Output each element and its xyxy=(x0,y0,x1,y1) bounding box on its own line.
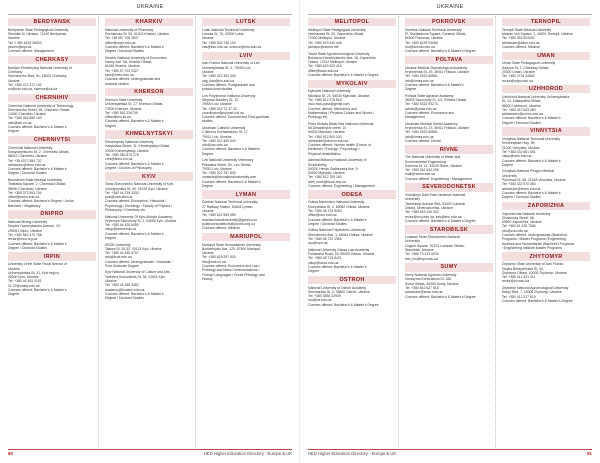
university-entry: Odesa Mechnikov National University Dvoryanska St, 2, 65082 Odesa, Ukraine Tel: +380 48 723 5254 office@onu.edu.ua Courses offered: Bachelor's & Master's Degree / Doctoral Studies xyxy=(308,200,370,226)
city-heading: SEVERODONETSK xyxy=(405,183,493,191)
university-entry: Chernivtsi National University Kotsyubynskoho St. 2, Chernivtsi Oblast, 58012 Chernivtsi, Ukraine Tel: +38 0372 584 737 admission@chnu.edu.ua Courses offered: Bachelor's & Master's Degree / Doctoral Studies xyxy=(8,145,70,176)
university-entry: Vinnytsia National Technical University Khmelnytske Hwy, 95, 21000 Vinnytsia, Ukraine Tel: +380 432 651 651 vstup@vntu.edu.ua Courses offered: Bachelor's & Master's Degree xyxy=(502,137,561,167)
city-heading: BERDYANSK xyxy=(8,18,96,26)
university-entry: Volodymyr Dahl East Ukrainian National University Tsentralnyi Avenue 59A, 93400 Lukansk Oblast, Severodonetsk, Ukraine Tel: +380 645 240 342 rector@snu.edu.ua, info@snu.edu.ua Courses offered: Bachelor's & Master's Degree xyxy=(405,193,476,223)
university-entry: Donetsk National Technical University Pl. Shybankova Square, Donetsk Oblast, 85300 Pokrovsk, Ukraine Tel: +380 6239 03080 rus@donntu.edu.ua Courses offered: Bachelor's & Master's Degree xyxy=(405,27,476,54)
university-entry: Ukrainian Medical Dental Academy Hryhorenka St, 23, 36011 Poltava, Ukraine Tel: +380 5322 60881 info@umsa.edu.ua Courses offered: Dental xyxy=(405,121,470,143)
university-entry: Uman State Pedagogical University Sadova St, 2, Cherkasy Oblast, 20300 Uman, Ukraine Tel: +380 4744 34582 rector@udpu.edu.ua xyxy=(502,61,556,83)
university-entry: National University Odesa Law Academy Fontanska Road, 23, 65009 Odesa, Ukraine Tel: +380 48 719 8421 vstup@onua.edu.ua Courses offered: Bachelor's & Master's Degree xyxy=(308,247,375,274)
city-heading: TERNOPIL xyxy=(502,18,590,26)
footer-divider xyxy=(8,449,292,450)
university-entry: Chernihiv National University of Technology Shevchenka Street, 95, Chernihiv Oblast, 14000 Chernihiv, Ukraine Tel: +380 462 665 163 cstu@stu.cn.ua Courses offered: Bachelor's & Master's Degree xyxy=(8,103,74,134)
page-header-title: UKRAINE xyxy=(136,4,164,10)
city-heading: CHERKASY xyxy=(8,56,96,64)
page-header xyxy=(0,2,300,14)
university-entry: National University of Ostroh Academy Seminarska St, 2, 35800 Ostroh, Ukraine Tel: +380 3654 22949 rou@oa.edu.ua Courses offered: Bachelor's & Master's Degree xyxy=(308,285,379,307)
header-divider xyxy=(8,14,292,15)
university-entry: Tavria State Agrotechnological University Bohdana Khmelnytskoho Ave, 18, Zaporizhia Oblast, 72312 Melitopol, Ukraine Tel: +380 619 420 416 office@tsatu.edu.ua Courses offered: Bachelor's & Master's Degree xyxy=(308,51,379,78)
university-entry: Donbas National Technical University 27 Railway Station, 84404 Lyman, Ukraine Tel: +380 622 555 555 donnaschnicaluniversity@gmail.com publicconsultations@donntu.org.ua Courses offered: Medical xyxy=(202,200,258,231)
city-heading: VINNYTSIA xyxy=(502,127,590,135)
city-heading: KHMELNYTSKYI xyxy=(105,130,193,138)
city-heading: IRPIN xyxy=(8,252,96,260)
page-footer xyxy=(8,451,292,461)
directory-column xyxy=(308,16,399,448)
page-header-title: UKRAINE xyxy=(436,4,464,10)
university-entry: University of the State Fiscal Service of Ukraine Universytetska St. 31, Kyiv region, 08200 Irpin, Ukraine Tel: +380 44 492 0101 11-22@nusta.edu.ua Courses offered: Bachelor's & Master's Degree xyxy=(8,262,67,297)
university-entry: Ivan Franko National University of Lviv Universytetska St, 1, 79000 Lviv, Ukraine Tel: +380 322 394 305 zag_kan@lnu.edu.ua Courses offered: Postgraduate and postdoctoral studies xyxy=(202,61,260,92)
university-entry: Zaporizhzhia National University Zhukovsky Street, 66, 69600 Zaporizhia, Ukraine Tel: +380 61 228 7566 info@znu.edu.ua Courses offered: Undergraduate (Bachelor) Programs / Master Programs (Engineering, Auditors and Humanitarian (Bachelor) Programs / Engineering Institute Master Programs xyxy=(502,211,575,250)
university-entry: Odesa National Polytechnic University Shevchenko Ave, 1, 65044 Odesa, Ukraine Tel: +380 48 722 1965 opu@opu.ua xyxy=(308,228,373,246)
university-entry: Lviv National University Veterinary Pekarska Street, 50, Lviv Oblast, 79010 Lviv, Ukraine Tel: +380 322 757 830 contacts@lvivnationaluniversity.com Courses offered: Bachelor's & Master's Degree xyxy=(202,158,261,188)
university-entry: Berdyansk State Pedagogical University Shmidta St. Ukraine, 71100 Berdyansk, Ukraine Tel: + 380 6153 36520 pkvmu@kipl.ua Courses offered: Management xyxy=(8,27,69,54)
city-heading: POLTAVA xyxy=(405,56,493,64)
city-heading: ZHYTOMYR xyxy=(502,252,590,260)
city-heading: RIVNE xyxy=(405,145,493,153)
city-heading: UMAN xyxy=(502,52,590,60)
university-entry: Vinnytsia National Pirogov Medical University Pyrohova St, 56, 21018 Vinnytsia, Ukraine Tel: +380 432 570 360 admission@vnmu.edu.ua Courses offered: Bachelor's & Master's Degree / Doctoral Studies xyxy=(502,169,566,200)
directory-column xyxy=(8,16,99,448)
university-entry: Mariupol State Humanitarian University Budivelnykiv Ave, 129, 87500 Mariupol, Ukraine Tel: +380 629 537 500 info@mdu.in.ua Courses offered: Economics and Law / Philology and Mass Communications / Foreign Languages / Greek Philology and History xyxy=(202,242,265,281)
university-entry: Mykolaiv National University Nikolska St, 24, 54030 Mykolaiv, Ukraine Tel: +380 512 376 815 rouu.mdu-pass@gmail.com Courses offered: Mechanics and Mathematics / Physical Culture and Sports / Philology etc. xyxy=(308,89,374,120)
university-entry: Petro Mohyla Black Sea National University 68 Desantnykiv street, 10 54003 Mykolaiv, Ukraine Tel: +380 512 500 333 admission@chmnu.edu.ua Courses offered: Human health (Doctor of Medicine) / Ecology / Psychology / Physical rehabilitation xyxy=(308,121,374,156)
university-entry: KROK University Tabora St, 30-32, 03113 Kyiv, Ukraine Tel: +380 44 455 5707 info@krok.edu.ua Courses offered: Undergraduate / Graduate / Post Graduate Degree xyxy=(105,242,173,268)
university-entry: Ukrainian Catholic University 2 Ilariona Sventsitskoho St, 17 79011 Lviv, Ukraine Tel: +380 322 409 940 info@ucu.edu.ua Courses offered: Bachelor's & Masters Degree xyxy=(202,125,260,156)
university-entry: Lutsk National Technical University Lvivska St, 75, 43000 Lutsk, Ukraine Tel: +380 332 746 103 zak@lntu.edu.ua, science@lntu.edu.ua xyxy=(202,27,262,50)
university-entry: Kharkiv National University of Economics Nauky Ave. 9A, Kharkiv Oblast, 61166 Kharkiv, Ukraine Tel: +380 57 702 0327 secr@hneu.edu.ua Courses offered: Undergraduate and doctoral studies xyxy=(105,55,167,86)
city-heading: SUMY xyxy=(405,263,493,271)
university-entry: Bukovinian State Medical University Teatralna Square, 2, Chernivtsi Oblast, 58000 Chernivtsi, Ukraine Tel: +380 372 553 754 office@bsmu.edu.ua Courses offered: Bachelor's Degree / Junior Bachelor / Magistracy xyxy=(8,177,74,208)
page-number: 80 xyxy=(8,451,13,456)
city-heading: POKROVSK xyxy=(405,18,493,26)
city-heading: MYKOLAIV xyxy=(308,80,396,88)
city-heading: LYMAN xyxy=(202,190,290,198)
city-heading: UZHHOROD xyxy=(502,85,590,93)
page-footer xyxy=(308,451,592,461)
university-entry: National University of Pharmacy Pushkinska St. 53, 61002 Kharkiv, Ukraine Tel: +38 057 706 3507 office@nuph.edu.ua Courses offered: Bachelor's & Master's Degree / Doctoral Studies xyxy=(105,27,170,54)
directory-columns xyxy=(308,16,592,448)
university-entry: Khmelnytsky National University Instytutska Street, 11, Khmelnytskyi Oblast, 29000 Khmelnytskyi, Ukraine Tel: +380 382 670 276 zrek@khnu.km.ua Courses offered: Bachelor's & Master's Degree / Doctors of Philosophy xyxy=(105,140,171,170)
university-entry: Kherson State University Universytetska St, 27, Kherson Oblast, 73000 Kherson, Ukraine Tel: +380 552 326705 office@ksu.ks.ua Courses offered: Bachelor's & Master's Degree xyxy=(105,97,164,128)
city-heading: DNIPRO xyxy=(8,210,96,218)
city-heading: ZAPORIZHIA xyxy=(502,202,590,210)
university-entry: Uzhhorod National University Universytetska St, 14, Zakarpattia Oblast, 88000 Uzhhorod, Ukraine Tel: +380 312 643 084 admissions@uzhnu.edu.ua Courses offered: Bachelor's & Master's Degree / Doctoral Studies xyxy=(502,94,570,125)
city-heading: LVIV xyxy=(202,52,290,60)
right-page xyxy=(300,0,600,463)
page-number: 81 xyxy=(587,451,592,456)
university-entry: Taras Shevchenko National University of Kyiv Volodymyrska St, 60, 01033 Kyiv, Ukraine Tel: +380 44 239 3333 post@univ.kiev.ua Courses offered: Economics / Historical / Psychology / Sociology / Faculty of Physics / Philosophy / Chemistry etc. xyxy=(105,182,174,213)
university-entry: Admiral Makarov National University of Shipbuilding 54025, Heroiv Stalinhrada Ave, 9, 54000 Mykolaiv, Ukraine Tel: +380 512 709 160 adm_nuos@nuos.edu.ua Courses offered: Engineering / Management xyxy=(308,158,375,188)
city-heading: MELITOPOL xyxy=(308,18,396,26)
footer-title: HED Higher Education Directory - Europe & UK xyxy=(203,451,292,456)
city-heading: CHERNIHIV xyxy=(8,94,96,102)
footer-title: HED Higher Education Directory - Europe & UK xyxy=(308,451,397,456)
university-entry: Lviv Polytechnic National University Stepana Bandery St, 12, 79000 Lviv, Ukraine Tel: +380 322 72 47 33 coordinator@polynet.lviv.ua Courses offered: Doctoral and Post-graduate studies xyxy=(202,93,270,124)
page-header xyxy=(300,2,600,14)
university-entry: Melitopol State Pedagogical University Hetmanska St, 20, Zaporizhia Oblast, 72300 Melitopol, Ukraine Tel: +380 619 440 446 pkmdpu@ukrnet.net xyxy=(308,27,366,50)
directory-column xyxy=(202,16,292,448)
university-entry: Bohdan Khmelnytsyi National University of Cherkasy Shevchenko Blvd. 81, 18000 Cherkasy, Ukraine Tel: +380 472 372 142 rcr@cdu.edu.ua, science@ck.ua xyxy=(8,65,72,92)
directory-columns xyxy=(8,16,292,448)
university-entry: Sumy National Agrarian University Herasyma Kondratieva St, 160, Sumy Oblast, 40000 Sumy, Ukraine Tel: +380 542 627 818 admission@snau.edu.ua Courses offered: Bachelor's & Master's Degree xyxy=(405,273,476,299)
city-heading: OSTROH xyxy=(308,276,396,284)
city-heading: KHERSON xyxy=(105,88,193,96)
directory-column xyxy=(502,16,592,448)
university-entry: Ternopil State Medical University Maidan Voli Square, 1, 46001 Ternopil, Ukraine Tel: +380 352 524492 admission@tdmu.edu.ua Courses offered: Medical xyxy=(502,27,573,50)
city-heading: KHARKIV xyxy=(105,18,193,26)
city-heading: STAROBILSK xyxy=(405,225,493,233)
university-entry: Zhytomyr National Agroecological University Staryi Blvd, 7, 10008 Zhytomyr, Ukraine Tel: +380 412 227 619 Courses offered: Bachelor's & Master's Degree xyxy=(502,285,573,303)
city-heading: KYIV xyxy=(105,172,193,180)
footer-divider xyxy=(308,449,592,450)
university-entry: Kyiv National University of Culture and Arts Yevhena Konovaltsia St, 36, 01601 Kyiv, Ukraine Tel: +380 44 285 3483 academy@knukim.edu.ua Courses offered: Bachelor's & Master's Degree / Doctoral Studies xyxy=(105,270,170,301)
university-entry: National Mining University Dmytra Yavornytskoho Avenue, 19, 49005 Dnipro, Ukraine Tel: +380 562 470 766 rector@nmu.org.ua Courses offered: Bachelor's & Master's Degree / Doctoral Studies xyxy=(8,220,67,250)
city-heading: CHERNIVTSI xyxy=(8,136,96,144)
directory-column xyxy=(105,16,196,448)
university-entry: Poltava State Agrarian Academy 36003 Skovorody St, 1/3, Poltava Oblast, Tel: +380 5322 50273 admis@pdaa.edu.ua Courses offered: Economics and Management xyxy=(405,93,468,120)
university-entry: Zhytomyr State University of Ivan Franko Velyka Berdychivska St, 40, Zhytomyr Oblast, 10008 Zhytomyr, Ukraine Tel: +380 412 431 411 rector@zu.edu.ua xyxy=(502,262,567,284)
header-divider xyxy=(308,14,592,15)
university-entry: National University Of Kyiv-Mohyla Academy Hryhoriya Skovorody St, 2, 04655 Kyiv, Ukraine Tel: +380 44 425 6059 vstup@ukma.edu.ua Courses offered: Bachelor's & Master's Degree xyxy=(105,214,177,241)
city-heading: ODESA xyxy=(308,190,396,198)
directory-column xyxy=(405,16,496,448)
university-entry: Ukraine Medical Stomatological Academy Hryhorenka St, 29, 36011 Poltava, Ukraine Tel: +380 5322 60851 info@umsa.edu.ua Courses offered: Bachelor's & Master's Degree xyxy=(405,65,470,92)
university-entry: Luhansk Taras Shevchenko National University Goguel Square, 92703 Luhansk Oblast, Starobilsk, Ukraine Tel: +380 73 413 0020 info_lnu@lnpu.edu.ua xyxy=(405,235,465,261)
city-heading: LUTSK xyxy=(202,18,290,26)
city-heading: MARIUPOL xyxy=(202,233,290,241)
university-entry: The National University of Water and Environmental Engineering Soborna St, 11, 33028 Rivne, Ukraine Tel: +380 362 633 209 mail@nuwm.edu.ua Courses offered: Engineering / Management xyxy=(405,155,472,181)
